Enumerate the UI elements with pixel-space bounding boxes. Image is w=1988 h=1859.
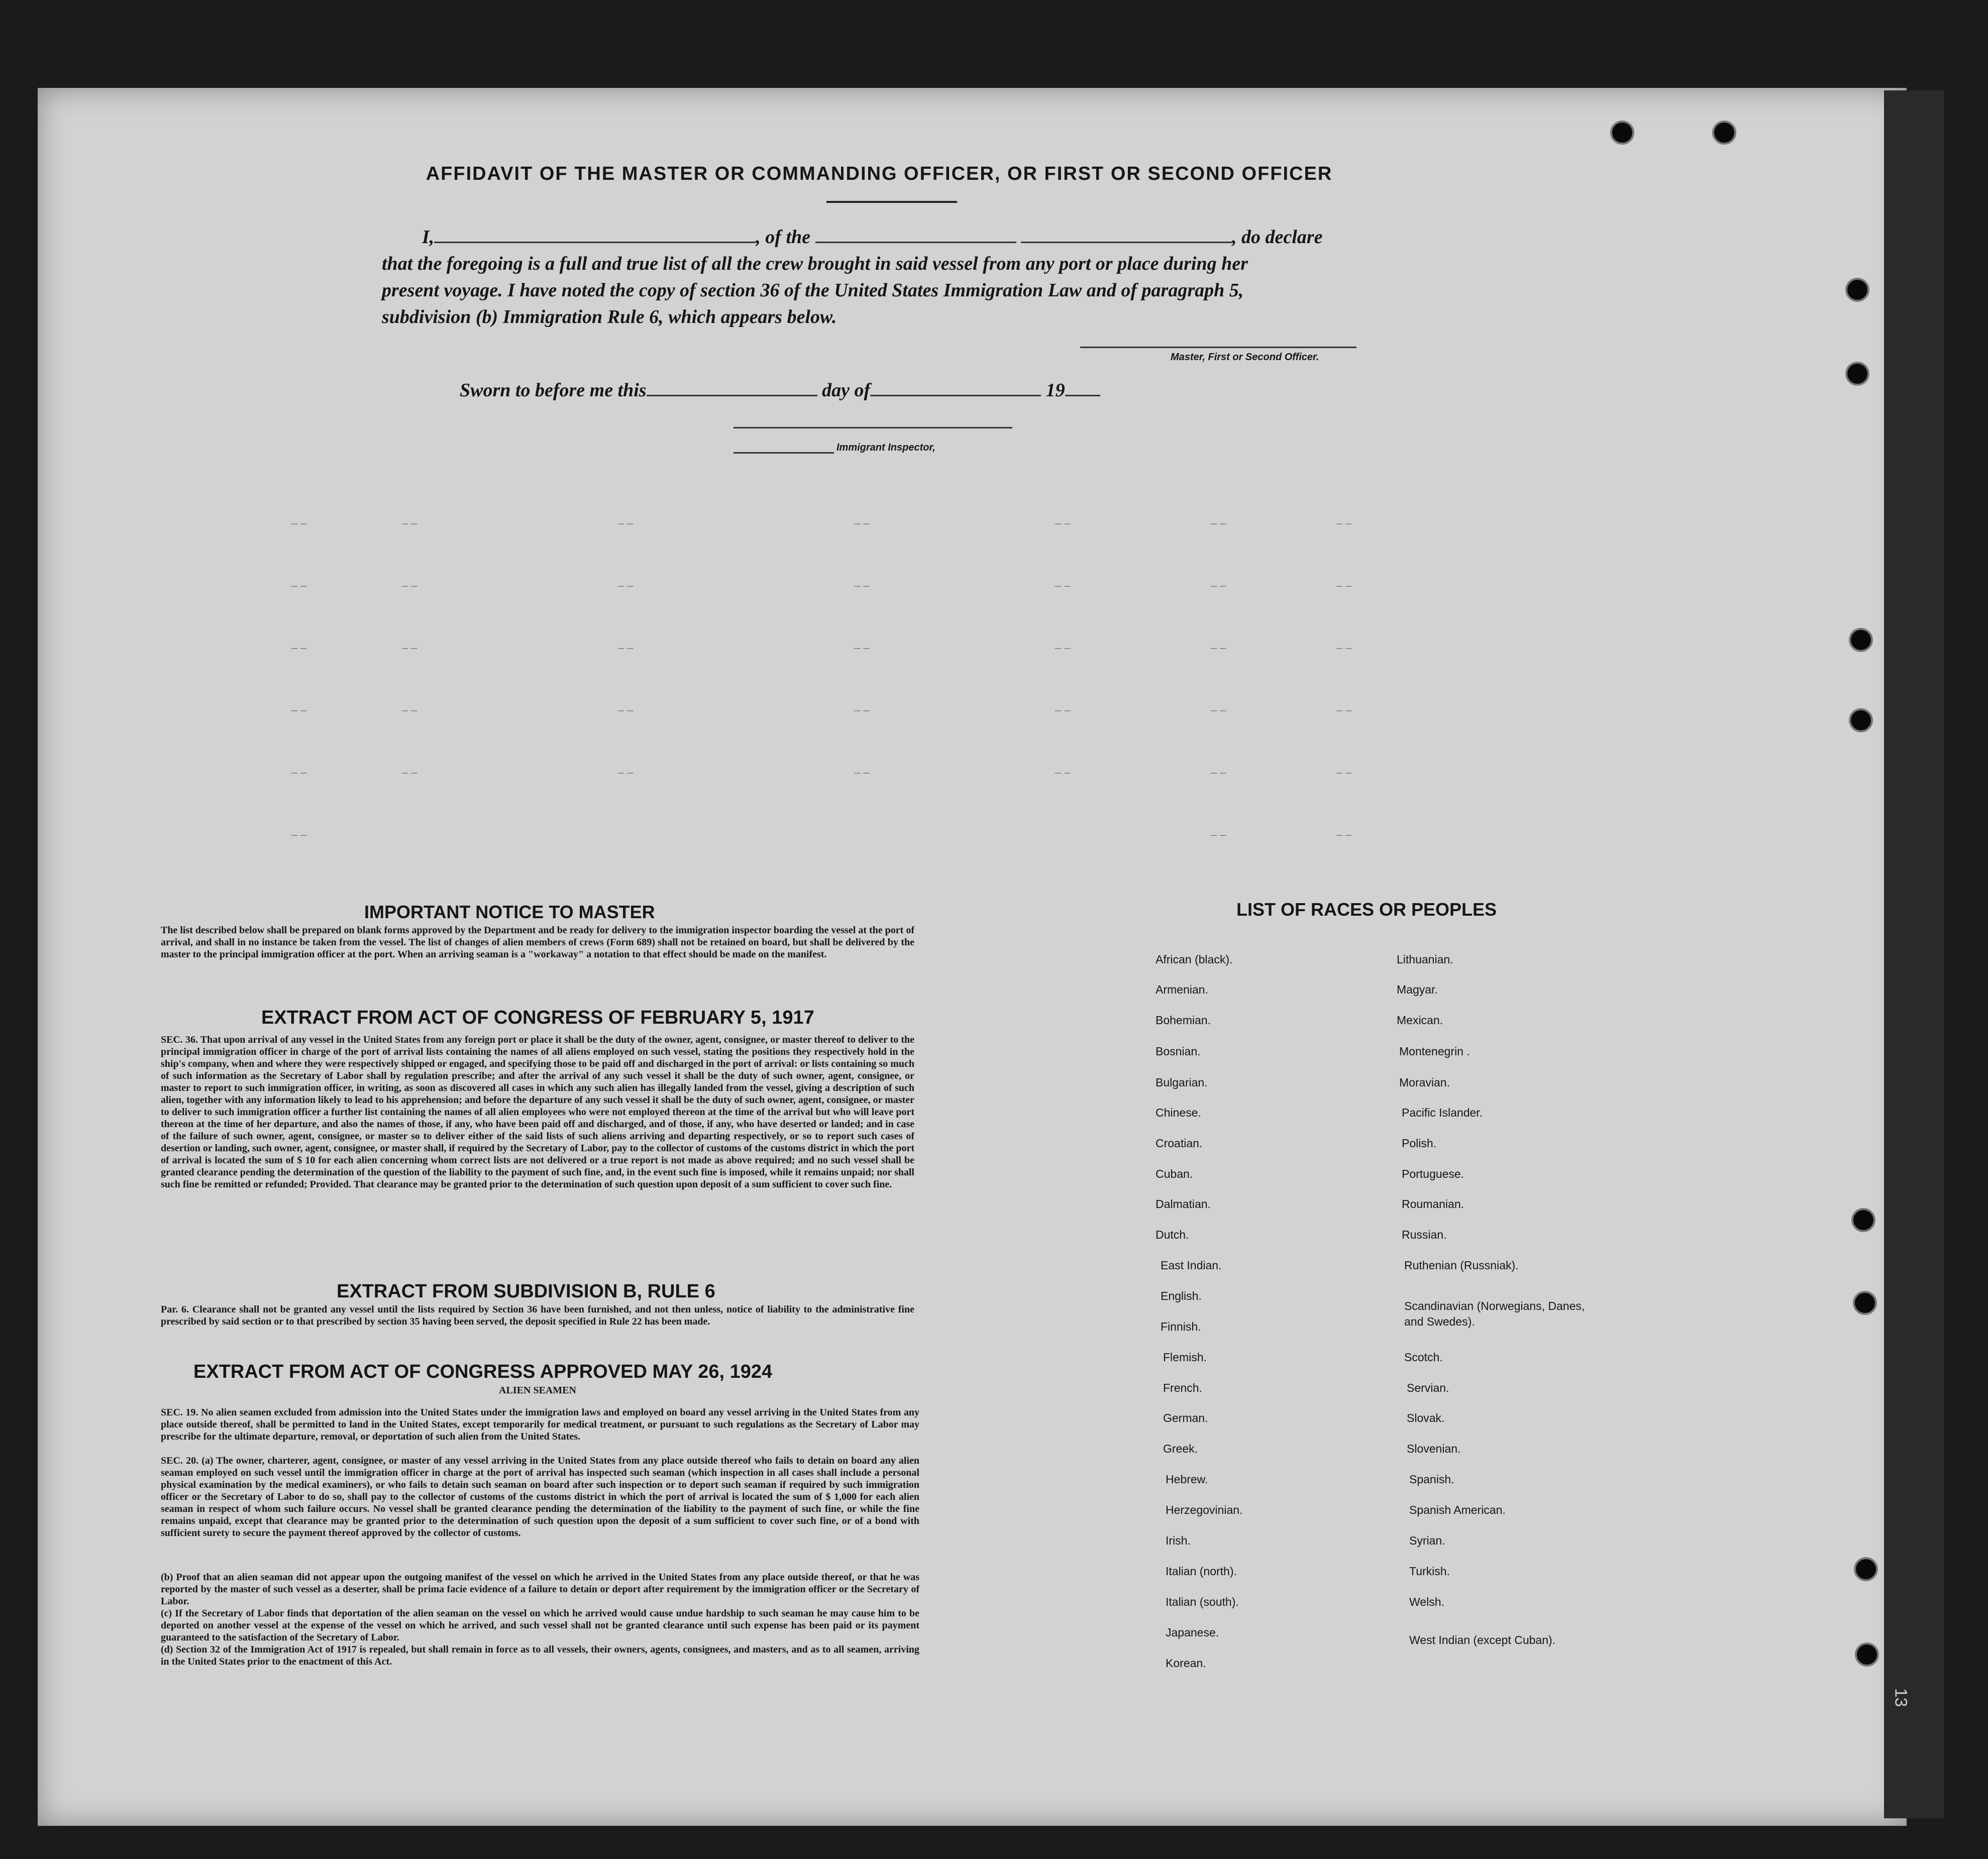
race-item: Chinese. [1156,1106,1201,1119]
day-of-text: day of [822,380,871,401]
notice-title: IMPORTANT NOTICE TO MASTER [364,902,655,922]
race-item: Dutch. [1156,1228,1189,1241]
affidavit-line-1 [382,226,1387,248]
sec-20-text: SEC. 20. (a) The owner, charterer, agent, consignee, or master of any vessel arriving in the United States from any place outside thereof who fails to detain on board any alien seaman employed on such vessel until the immigration officer in charge at the port of arrival has inspected such seaman (which inspection in all cases shall include a personal physical examination by the medical examiners), or who fails to detain such seaman on board after such inspection or to deport such seaman if required by such immigration officer or the Secretary of Labor to do so, shall pay to the collector of customs of the customs district in which the port of arrival is located the sum of $ 1,000 for each alien seaman in respect of whom such failure occurs. No vessel shall be granted clearance pending the determination of the liability to the payment of such fine, or while the fine remains unpaid, except that clearance may be granted prior to the determination of such question upon the deposit of a sum sufficient to cover such fine, or of a bond with sufficient surety to secure the payment thereof approved by the collector of customs. [161,1455,919,1539]
binder-hole [1610,121,1634,145]
extract-1917-body: SEC. 36. That upon arrival of any vessel in the United States from any foreign port or place it shall be the duty of the owner, agent, consignee, or master thereof to deliver to the principal immigration officer in charge of the port of arrival lists containing the names of all aliens employed on such vessel, stating the positions they respectively hold in the ship's company, when and where they were respectively shipped or engaged, and specifying those to be paid off and discharged in the port of arrival: or lists containing so much of such information as the Secretary of Labor shall by regulation prescribe; and after the arrival of any such vessel it shall be the duty of such owner, agent, consignee, or master to report to such immigration officer, in writing, as soon as discovered all cases in which any such alien has illegally landed from the vessel, giving a description of such alien, together with any information likely to lead to his apprehension; and before the departure of any such vessel it shall be the duty of such owner, agent, consignee, or master to deliver to such immigration officer a further list containing the names of all alien employees who were not employed thereon at the time of the arrival but who will leave port thereon at the time of her departure, and also the names of those, if any, who have been paid off and discharged, and of those, if any, who have deserted or landed; and in case of the failure of such owner, agent, consignee, or master so to deliver either of the said lists of such aliens arriving and departing respectively, or so to report such cases of desertion or landing, such owner, agent, consignee, or master shall, if required by the Secretary of Labor, pay to the collector of customs of the customs district in which the port of arrival is located the sum of $ 10 for each alien concerning whom correct lists are not delivered or a true report is not made as above required; and no such vessel shall be granted clearance pending the determination of the question of the liability to the payment of such fine, and, in the event such fine is imposed, while it remains unpaid; nor shall such fine be remitted or refunded; Provided. That clearance may be granted prior to the determination of such question upon deposit of a sum sufficient to cover such fine. [161,1034,914,1190]
race-item: Bohemian. [1156,1014,1211,1027]
race-item: Scotch. [1404,1351,1443,1364]
binder-hole [1849,708,1873,732]
race-item: German. [1163,1411,1208,1425]
race-item: Bulgarian. [1156,1076,1208,1089]
binder-hole [1851,1208,1875,1232]
affidavit-line-4: subdivision (b) Immigration Rule 6, which appears below. [382,306,837,327]
sworn-text: Sworn to before me this [460,380,647,401]
bleed-through-marks: ‒ ‒ ‒ ‒ ‒ ‒ ‒ ‒ ‒ ‒ [854,517,870,779]
extract-1924-title: EXTRACT FROM ACT OF CONGRESS APPROVED MAY 26, 1924 [193,1361,773,1382]
race-item: Moravian. [1399,1076,1450,1089]
year-text: 19 [1045,380,1065,401]
month-blank [870,380,1041,396]
subdivision-title: EXTRACT FROM SUBDIVISION B, RULE 6 [337,1281,715,1302]
race-item: Herzegovinian. [1166,1503,1243,1516]
race-item: Scandinavian (Norwegians, Danes, and Swedes). [1404,1299,1585,1328]
race-item: Magyar. [1397,983,1438,996]
race-item: Mexican. [1397,1014,1443,1027]
race-item: African (black). [1156,953,1233,966]
race-item: Italian (north). [1166,1565,1237,1578]
affidavit-i: I, [422,227,435,248]
affidavit-line-3: present voyage. I have noted the copy of section 36 of the United States Immigration Law and of paragraph 5, [382,280,1244,301]
race-item: Polish. [1402,1137,1437,1150]
binder-hole [1845,278,1869,302]
extract-1924-subtitle: ALIEN SEAMEN [499,1385,576,1396]
bleed-through-marks: ‒ ‒ ‒ ‒ ‒ ‒ ‒ ‒ ‒ ‒ [618,517,634,779]
bleed-through-marks: ‒ ‒ ‒ ‒ ‒ ‒ ‒ ‒ ‒ ‒ [1055,517,1071,779]
film-frame-edge [1884,90,1944,1818]
name-blank [434,227,756,243]
race-item: Irish. [1166,1534,1191,1547]
bleed-through-marks: ‒ ‒ ‒ ‒ ‒ ‒ ‒ ‒ ‒ ‒ [402,517,417,779]
affidavit-title: AFFIDAVIT OF THE MASTER OR COMMANDING OFFICER, OR FIRST OR SECOND OFFICER [426,163,1333,184]
vessel-blank-2 [1021,227,1232,243]
sec-20b-text: (b) Proof that an alien seaman did not appear upon the outgoing manifest of the vessel on which he arrived in the United States from any place outside thereof, or that he was reported by the master of such vessel as a deserter, shall be prima facie evidence of a failure to detain or deport after requirement by the immigration officer or the Secretary of Labor. [161,1572,919,1607]
race-item: Roumanian. [1402,1197,1464,1211]
vessel-blank [815,227,1016,243]
affidavit-line-2: that the foregoing is a full and true list of all the crew brought in said vessel from any port or place during her [382,253,1248,274]
race-item: Cuban. [1156,1167,1193,1180]
race-item: Turkish. [1409,1565,1450,1578]
sec-19-text: SEC. 19. No alien seamen excluded from admission into the United States under the immigration laws and employed on board any vessel arriving in the United States from any place outside thereof, shall be permitted to land in the United States, except temporarily for medical treatment, or pursuant to such regulations as the Secretary of Labor may prescribe for the ultimate departure, removal, or deportation of such alien from the United States. [161,1407,919,1442]
race-item: Welsh. [1409,1595,1444,1608]
race-item: Hebrew. [1166,1473,1208,1486]
title-underline [826,201,957,203]
race-item: Lithuanian. [1397,953,1453,966]
day-blank [647,380,817,396]
race-item: English. [1161,1289,1202,1302]
binder-hole [1845,362,1869,386]
race-item: Bosnian. [1156,1045,1201,1058]
race-item: Russian. [1402,1228,1447,1241]
race-item: Croatian. [1156,1137,1203,1150]
bleed-through-marks: ‒ ‒ ‒ ‒ ‒ ‒ ‒ ‒ ‒ ‒ ‒ ‒ [291,517,307,841]
extract-1917-title: EXTRACT FROM ACT OF CONGRESS OF FEBRUARY 5, 1917 [261,1007,814,1028]
race-item: Montenegrin . [1399,1045,1470,1058]
race-item: West Indian (except Cuban). [1409,1633,1556,1647]
race-item: Japanese. [1166,1626,1219,1639]
race-item: East Indian. [1161,1259,1222,1272]
race-item: Pacific Islander. [1402,1106,1483,1119]
year-blank [1065,380,1100,396]
race-item: Finnish. [1161,1320,1201,1333]
race-item: Ruthenian (Russniak). [1404,1259,1519,1272]
bleed-through-marks: ‒ ‒ ‒ ‒ ‒ ‒ ‒ ‒ ‒ ‒ ‒ ‒ [1336,517,1352,841]
master-signature-line [1080,347,1356,348]
race-item: Armenian. [1156,983,1208,996]
inspector-short-line [734,452,834,454]
binder-hole [1849,628,1873,652]
race-item: Greek. [1163,1442,1198,1455]
affidavit-declare: , do declare [1232,227,1323,248]
race-item: French. [1163,1381,1202,1394]
margin-page-number: 13 [1891,1688,1911,1707]
race-item: Servian. [1407,1381,1449,1394]
race-item: Korean. [1166,1657,1206,1670]
master-caption: Master, First or Second Officer. [1171,352,1319,363]
sec-20d-text: (d) Section 32 of the Immigration Act of 1917 is repealed, but shall remain in force as to all vessels, their owners, agents, consignees, and masters, and as to all seamen, arriving in the United States prior to the enactment of this Act. [161,1644,919,1667]
races-title: LIST OF RACES OR PEOPLES [1236,899,1497,920]
binder-hole [1853,1291,1877,1315]
race-item: Spanish. [1409,1473,1454,1486]
bleed-through-marks: ‒ ‒ ‒ ‒ ‒ ‒ ‒ ‒ ‒ ‒ ‒ ‒ [1211,517,1226,841]
binder-hole [1712,121,1736,145]
race-item: Slovenian. [1407,1442,1461,1455]
sec-20c-text: (c) If the Secretary of Labor finds that deportation of the alien seaman on the vessel on which he arrived would cause undue hardship to such seaman he may cause him to be deported on another vessel at the expense of the vessel on which he arrived, and such vessel shall not be granted clearance until such expense has been paid or its payment guaranteed to the satisfaction of the Secretary of Labor. [161,1608,919,1643]
race-item: Syrian. [1409,1534,1445,1547]
binder-hole [1855,1643,1879,1667]
race-item: Flemish. [1163,1351,1207,1364]
binder-hole [1854,1557,1878,1581]
race-item: Italian (south). [1166,1595,1239,1608]
race-item: Slovak. [1407,1411,1445,1425]
notice-body: The list described below shall be prepared on blank forms approved by the Department and be ready for delivery to the immigration inspector boarding the vessel at the port of arrival, and shall in no instance be taken from the vessel. The list of changes of alien members of crews (Form 689) shall not be retained on board, but shall be delivered by the master to the principal immigration officer at the port. When an arriving seaman is a "workaway" a notation to that effect should be made on the manifest. [161,925,914,960]
inspector-signature-line [734,427,1012,428]
inspector-caption: Immigrant Inspector, [836,442,935,453]
sworn-line [460,379,1464,401]
subdivision-body: Par. 6. Clearance shall not be granted any vessel until the lists required by Section 36 have been furnished, and not then unless, notice of liability to the administrative fine prescribed by said section or to that prescribed by section 35 having been served, the deposit specified in Rule 22 has been made. [161,1304,914,1327]
race-item: Spanish American. [1409,1503,1506,1516]
affidavit-of-the: , of the [756,227,811,248]
race-item: Portuguese. [1402,1167,1464,1180]
race-item: Dalmatian. [1156,1197,1211,1211]
